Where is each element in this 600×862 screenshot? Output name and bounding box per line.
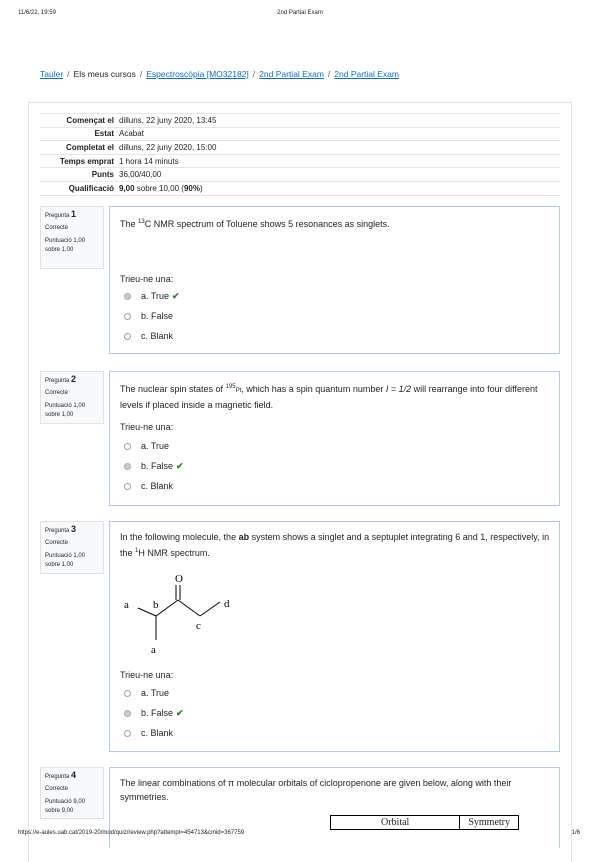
question-number-value: 2 [71, 374, 77, 384]
summary-value [119, 181, 560, 195]
proton-label-c: c [196, 620, 201, 632]
option-label: c. Blank [141, 331, 174, 341]
question-number [45, 210, 99, 221]
radio-button[interactable] [124, 730, 131, 737]
option-label: b. False [141, 461, 174, 471]
question-info-4 [40, 767, 104, 819]
check-icon: ✔ [176, 460, 184, 471]
radio-button-selected[interactable] [124, 293, 131, 300]
answer-prompt: Trieu-ne una: [120, 274, 174, 284]
summary-row-grade [40, 181, 560, 195]
answer-option-a[interactable] [124, 440, 169, 452]
question-number [45, 375, 99, 386]
answer-option-b[interactable] [124, 707, 184, 719]
question-text: The linear combinations of π molecular orbitals of ciclopropenone are given below, along with their symmetries. [120, 778, 512, 802]
superscript: 195 [225, 384, 236, 390]
orbital-symmetry-table [330, 815, 519, 830]
summary-label: Estat [94, 129, 114, 139]
summary-value: dilluns, 22 juny 2020, 15:00 [119, 142, 217, 152]
summary-row-completed [40, 141, 560, 155]
option-label: a. True [141, 291, 170, 301]
summary-value: Acabat [119, 129, 144, 139]
summary-row-started [40, 114, 560, 128]
option-label: b. False [141, 311, 174, 321]
radio-button[interactable] [124, 483, 131, 490]
summary-row-state [40, 127, 560, 141]
option-label: c. Blank [141, 481, 174, 491]
answer-prompt: Trieu-ne una: [120, 670, 174, 680]
answer-option-b[interactable] [124, 310, 173, 322]
option-label: b. False [141, 708, 174, 718]
question-grade: Puntuació 1,00 sobre 1,00 [45, 403, 86, 418]
question-label: Pregunta [45, 528, 70, 534]
radio-button[interactable] [124, 443, 131, 450]
answer-option-c[interactable] [124, 727, 173, 739]
check-icon: ✔ [176, 707, 184, 718]
bond [200, 602, 220, 616]
answer-prompt: Trieu-ne una: [120, 422, 174, 432]
radio-button[interactable] [124, 690, 131, 697]
check-icon: ✔ [172, 290, 180, 301]
answer-option-a[interactable] [124, 687, 169, 699]
breadcrumb-separator: / [252, 69, 256, 79]
breadcrumb-course-link[interactable]: Espectroscòpia [MO32182] [146, 69, 249, 79]
breadcrumb [40, 69, 399, 79]
question-content-2 [109, 371, 560, 506]
text-part: In the following molecule, the [120, 532, 239, 542]
question-state: Correcte [45, 540, 69, 546]
question-label: Pregunta [45, 378, 70, 384]
summary-label: Començat el [66, 115, 114, 125]
radio-button[interactable] [124, 313, 131, 320]
breadcrumb-section-link[interactable]: 2nd Partial Exam [259, 69, 324, 79]
answer-option-c[interactable] [124, 330, 173, 342]
bold-term: ab [238, 532, 250, 542]
question-info-2 [40, 371, 104, 424]
grade-close: ) [199, 183, 203, 193]
summary-label: Punts [91, 170, 114, 180]
breadcrumb-separator: / [67, 69, 70, 79]
superscript: 13 [138, 219, 145, 225]
superscript: 1 [135, 548, 139, 554]
proton-label-d: d [224, 598, 230, 610]
breadcrumb-my-courses[interactable]: Els meus cursos [73, 69, 136, 79]
question-state: Correcte [45, 786, 69, 792]
option-label: a. True [141, 441, 170, 451]
option-label: c. Blank [141, 728, 174, 738]
bond [156, 600, 178, 616]
bond [178, 600, 200, 616]
text-part: H NMR spectrum. [138, 548, 210, 558]
answer-option-a[interactable] [124, 290, 180, 302]
question-text [120, 530, 550, 560]
print-page-number: 1/6 [571, 830, 580, 836]
question-content-1 [109, 206, 560, 354]
proton-label-a-lower: a [151, 644, 156, 656]
breadcrumb-separator: / [139, 69, 143, 79]
grade-value: 9,00 [119, 183, 135, 193]
column-header-orbital: Orbital [331, 816, 460, 830]
summary-value: 1 hora 14 minuts [119, 156, 179, 166]
question-text [120, 380, 550, 412]
radio-button[interactable] [124, 333, 131, 340]
text-part: will rearrange into four different levels if placed inside a magnetic field. [120, 384, 538, 410]
question-number [45, 771, 99, 782]
question-text [120, 215, 550, 231]
attempt-summary-table [40, 113, 560, 196]
summary-label: Qualificació [68, 183, 114, 193]
question-info-1 [40, 206, 104, 269]
radio-button-selected[interactable] [124, 710, 131, 717]
question-grade: Puntuació 1,00 sobre 1,00 [45, 238, 86, 253]
option-label: a. True [141, 688, 170, 698]
breadcrumb-home-link[interactable]: Tauler [40, 69, 64, 79]
summary-value: 36,00/40,00 [119, 170, 162, 180]
print-url: https://e-aules.uab.cat/2019-20/mod/quiz/review.php?attempt=454713&cmid=367759 [18, 830, 245, 836]
summary-label: Temps emprat [59, 156, 114, 166]
grade-rest: sobre 10,00 ( [134, 183, 184, 193]
question-state: Correcte [45, 390, 69, 396]
summary-row-time [40, 154, 560, 168]
question-label: Pregunta [45, 774, 70, 780]
breadcrumb-quiz-link[interactable]: 2nd Partial Exam [334, 69, 400, 79]
text-part: The [120, 219, 139, 229]
proton-label-a: a [124, 599, 129, 611]
question-number-value: 3 [71, 524, 77, 534]
question-label: Pregunta [45, 213, 70, 219]
text-part: C NMR spectrum of Toluene shows 5 resonances as singlets. [144, 219, 390, 229]
text-part: system shows a singlet and a septuplet integrating 6 and 1, respectively, in the [120, 532, 550, 558]
question-content-3 [109, 521, 560, 752]
radio-button-selected[interactable] [124, 463, 131, 470]
breadcrumb-separator: / [327, 69, 331, 79]
question-grade: Puntuació 9,00 sobre 9,00 [45, 799, 86, 814]
element-symbol: Pt [235, 388, 242, 394]
question-number [45, 525, 99, 536]
answer-option-c[interactable] [124, 480, 173, 492]
proton-label-b: b [153, 599, 159, 611]
text-part: The nuclear spin states of [120, 384, 226, 394]
molecule-structure-diagram [120, 570, 250, 660]
print-title: 2nd Partial Exam [277, 10, 323, 16]
spin-value: I = 1/2 [385, 384, 412, 394]
text-part: , which has a spin quantum number [241, 384, 386, 394]
print-date: 11/6/22, 19:59 [18, 10, 56, 16]
question-info-3 [40, 521, 104, 574]
atom-label-o: O [175, 573, 183, 585]
grade-percent: 90% [183, 183, 200, 193]
answer-option-b[interactable] [124, 460, 184, 472]
question-number-value: 1 [71, 209, 77, 219]
summary-label: Completat el [65, 142, 114, 152]
question-number-value: 4 [71, 770, 77, 780]
summary-row-points [40, 168, 560, 182]
question-grade: Puntuació 1,00 sobre 1,00 [45, 553, 86, 568]
question-state: Correcte [45, 225, 69, 231]
column-header-symmetry: Symmetry [460, 816, 519, 830]
summary-value: dilluns, 22 juny 2020, 13:45 [119, 115, 217, 125]
